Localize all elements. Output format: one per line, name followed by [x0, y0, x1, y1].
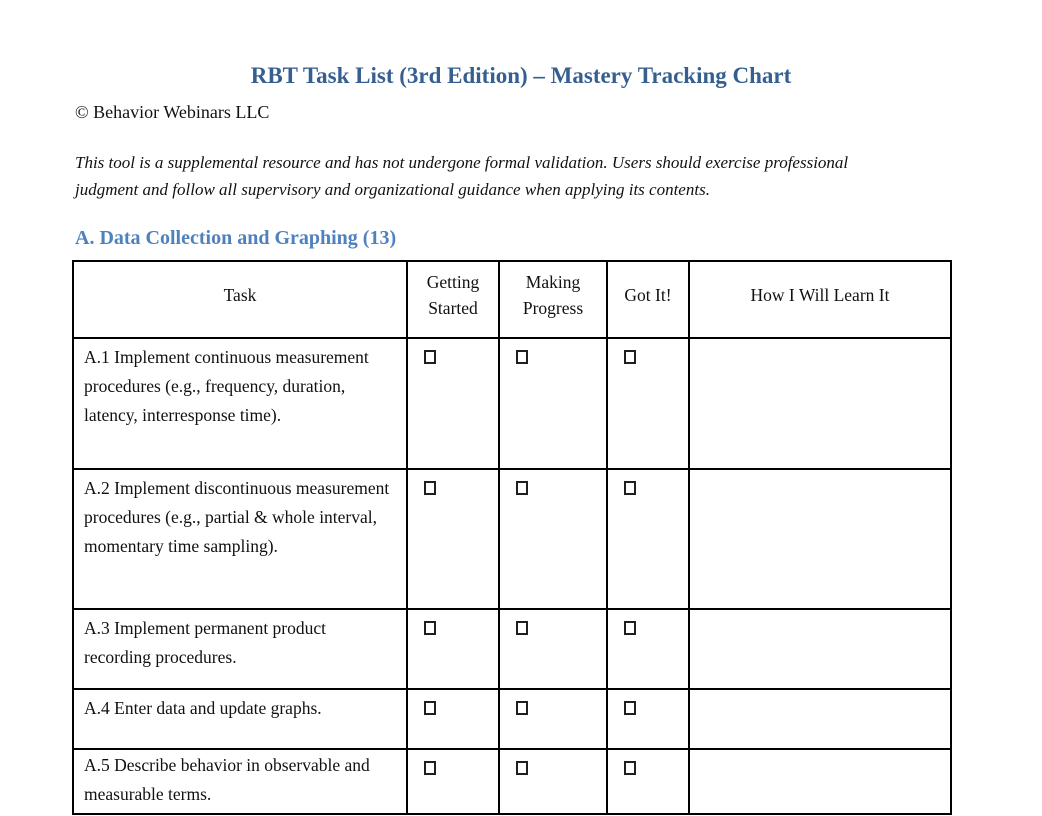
disclaimer-line-1: This tool is a supplemental resource and has not undergone formal validation. Users should exercise professional [75, 153, 849, 172]
getting-started-cell-a3 [407, 609, 499, 689]
checkbox-got-it-a2-icon[interactable] [624, 481, 636, 495]
checkbox-getting-started-a4-icon[interactable] [424, 701, 436, 715]
table-row-a4 [73, 689, 951, 749]
getting-started-cell-a1 [407, 338, 499, 469]
checkbox-getting-started-a2-icon[interactable] [424, 481, 436, 495]
got-it-cell-a4 [607, 689, 689, 749]
making-progress-cell-a3 [499, 609, 607, 689]
table-row-a3 [73, 609, 951, 689]
task-text-a4: A.4 Enter data and update graphs. [73, 689, 407, 749]
column-header-got-it: Got It! [607, 261, 689, 338]
making-progress-cell-a4 [499, 689, 607, 749]
checkbox-got-it-a4-icon[interactable] [624, 701, 636, 715]
making-progress-cell-a2 [499, 469, 607, 609]
table-header-row [73, 261, 951, 338]
task-text-a2: A.2 Implement discontinuous measurement procedures (e.g., partial & whole interval, momentary time sampling). [73, 469, 407, 609]
checkbox-making-progress-a1-icon[interactable] [516, 350, 528, 364]
getting-started-cell-a4 [407, 689, 499, 749]
disclaimer-line-2: judgment and follow all supervisory and organizational guidance when applying its contents. [75, 180, 710, 199]
got-it-cell-a2 [607, 469, 689, 609]
checkbox-getting-started-a1-icon[interactable] [424, 350, 436, 364]
table-row-a5 [73, 749, 951, 814]
how-i-will-learn-it-cell-a4[interactable] [689, 689, 951, 749]
checkbox-got-it-a5-icon[interactable] [624, 761, 636, 775]
got-it-cell-a5 [607, 749, 689, 814]
checkbox-making-progress-a2-icon[interactable] [516, 481, 528, 495]
table-row-a1 [73, 338, 951, 469]
column-header-task: Task [73, 261, 407, 338]
task-text-a1: A.1 Implement continuous measurement procedures (e.g., frequency, duration, latency, interresponse time). [73, 338, 407, 469]
disclaimer-text [75, 149, 920, 203]
checkbox-getting-started-a3-icon[interactable] [424, 621, 436, 635]
making-progress-cell-a1 [499, 338, 607, 469]
making-progress-cell-a5 [499, 749, 607, 814]
column-header-making-progress: Making Progress [499, 261, 607, 338]
how-i-will-learn-it-cell-a3[interactable] [689, 609, 951, 689]
getting-started-cell-a5 [407, 749, 499, 814]
section-heading: A. Data Collection and Graphing (13) [75, 227, 397, 249]
table-row-a2 [73, 469, 951, 609]
how-i-will-learn-it-cell-a1[interactable] [689, 338, 951, 469]
how-i-will-learn-it-cell-a2[interactable] [689, 469, 951, 609]
task-text-a3: A.3 Implement permanent product recording procedures. [73, 609, 407, 689]
checkbox-making-progress-a4-icon[interactable] [516, 701, 528, 715]
copyright-line: © Behavior Webinars LLC [75, 102, 270, 122]
got-it-cell-a3 [607, 609, 689, 689]
checkbox-getting-started-a5-icon[interactable] [424, 761, 436, 775]
column-header-how-i-will-learn-it: How I Will Learn It [689, 261, 951, 338]
getting-started-cell-a2 [407, 469, 499, 609]
mastery-tracking-table [72, 260, 952, 815]
task-text-a5: A.5 Describe behavior in observable and measurable terms. [73, 749, 407, 814]
checkbox-got-it-a1-icon[interactable] [624, 350, 636, 364]
checkbox-got-it-a3-icon[interactable] [624, 621, 636, 635]
how-i-will-learn-it-cell-a5[interactable] [689, 749, 951, 814]
document-page [0, 62, 1042, 816]
checkbox-making-progress-a5-icon[interactable] [516, 761, 528, 775]
column-header-getting-started: Getting Started [407, 261, 499, 338]
got-it-cell-a1 [607, 338, 689, 469]
checkbox-making-progress-a3-icon[interactable] [516, 621, 528, 635]
document-title: RBT Task List (3rd Edition) – Mastery Tracking Chart [250, 63, 792, 88]
